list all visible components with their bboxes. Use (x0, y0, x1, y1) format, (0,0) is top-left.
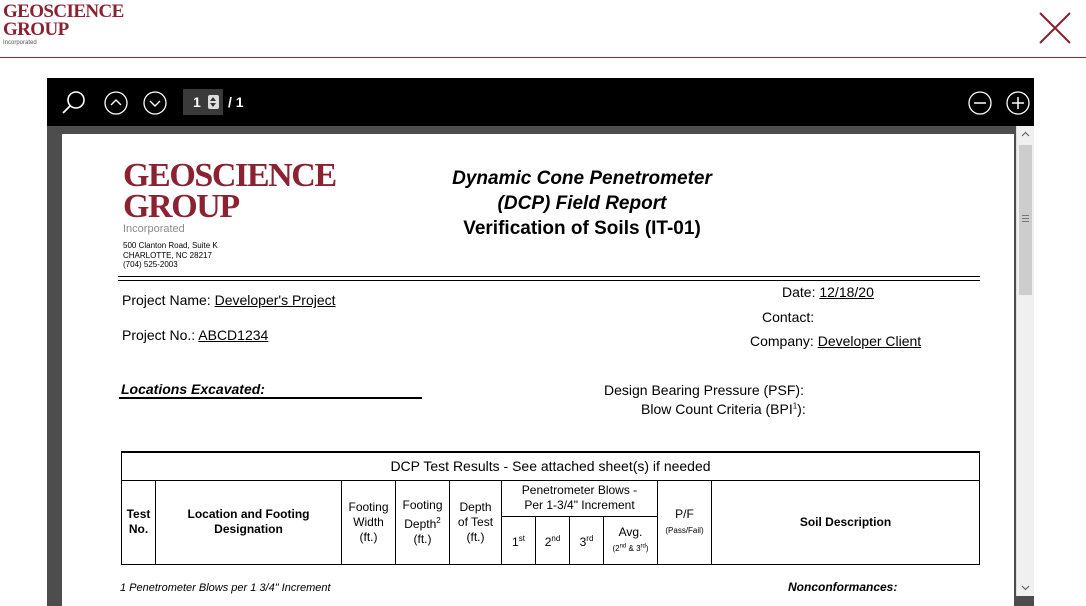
scrollbar-thumb[interactable] (1019, 145, 1032, 295)
chevron-down-icon (142, 90, 168, 116)
header-text: 1 (512, 534, 519, 549)
project-name-field (122, 292, 336, 308)
header-text: Penetrometer Blows - (521, 483, 638, 497)
header-text: P/F (675, 507, 694, 521)
header-text: (ft.) (466, 529, 485, 544)
footnote: 1 Penetrometer Blows per 1 3/4" Increment (120, 582, 331, 594)
header-text: Footing (348, 499, 389, 514)
search-button[interactable] (61, 90, 87, 116)
header-text: Test (126, 507, 151, 521)
app-logo-line1: GEOSCIENCE (3, 1, 124, 22)
zoom-in-icon (1005, 90, 1031, 116)
blow-count-sup: 1 (792, 401, 798, 411)
header-text: (ft.) (413, 531, 432, 546)
header-text: Designation (214, 522, 283, 536)
header-text: (Pass/Fail) (665, 526, 704, 535)
header-sup: nd (551, 533, 561, 543)
nonconformances-label: Nonconformances: (788, 580, 898, 594)
avg-note-part: ) (645, 544, 649, 553)
header-test-no (122, 480, 156, 564)
header-blow-1 (502, 516, 536, 564)
scroll-up-button[interactable] (1017, 126, 1034, 143)
close-button[interactable] (1036, 9, 1074, 47)
header-blow-avg (604, 516, 658, 564)
close-icon (1036, 9, 1074, 47)
zoom-out-icon (967, 90, 993, 116)
header-footing-width (342, 480, 396, 564)
document-page (62, 134, 1014, 606)
header-text: of Test (457, 514, 494, 529)
report-title-line1: Dynamic Cone Penetrometer (452, 168, 712, 189)
report-title (422, 166, 742, 241)
locations-underline (119, 397, 422, 399)
contact-field (762, 309, 814, 325)
report-title-line2: (DCP) Field Report (497, 193, 667, 214)
pdf-viewer (47, 78, 1034, 606)
grip-icon (1022, 215, 1029, 222)
company-value: Developer Client (817, 333, 922, 349)
header-text: Location and Footing (187, 507, 310, 521)
header-text: Width (353, 514, 384, 529)
header-text: Avg. (618, 525, 643, 539)
project-no-value: ABCD1234 (198, 327, 269, 343)
vertical-scrollbar[interactable] (1016, 126, 1034, 596)
next-page-button[interactable] (142, 90, 168, 116)
contact-label: Contact: (762, 309, 815, 325)
app-logo-line2: GROUP (3, 19, 69, 40)
header-text: (ft.) (359, 529, 378, 544)
scroll-up-icon (1017, 126, 1034, 143)
zoom-in-button[interactable] (1005, 90, 1031, 116)
address-line: (704) 525-2003 (123, 260, 178, 269)
report-title-line3: Verification of Soils (IT-01) (463, 218, 701, 239)
avg-note-part: (2 (612, 544, 620, 553)
blow-count-field (641, 401, 806, 417)
header-text: 2 (544, 534, 552, 549)
avg-note-sup: rd (640, 543, 646, 550)
document-logo-line3: Incorporated (123, 223, 185, 235)
company-address (123, 241, 218, 270)
header-divider (118, 276, 980, 277)
header-blow-2 (536, 516, 570, 564)
date-value: 12/18/20 (819, 284, 874, 300)
header-text: Per 1-3/4" Increment (524, 498, 635, 512)
header-text: 3 (579, 534, 587, 549)
company-field (750, 333, 921, 349)
app-header (0, 0, 1086, 58)
app-logo-line3: Incorporated (3, 40, 37, 46)
address-line: 500 Clanton Road, Suite K (123, 241, 218, 250)
project-no-label: Project No.: (122, 327, 196, 343)
zoom-out-button[interactable] (967, 90, 993, 116)
header-soil-description: Soil Description (712, 480, 980, 564)
header-sup: st (518, 533, 525, 543)
header-sup: rd (586, 533, 594, 543)
date-label: Date: (782, 284, 816, 300)
header-text: No. (128, 522, 149, 536)
document-area[interactable] (47, 126, 1016, 606)
app-logo (3, 3, 124, 47)
project-name-label: Project Name: (122, 292, 211, 308)
avg-note-sup: nd (619, 543, 627, 550)
document-logo (123, 159, 336, 236)
page-spinner-icon[interactable] (208, 95, 219, 109)
previous-page-button[interactable] (103, 90, 129, 116)
header-text: Depth (404, 516, 437, 531)
project-no-field (122, 327, 268, 343)
scroll-down-icon (1017, 579, 1034, 596)
table-caption: DCP Test Results - See attached sheet(s) if needed (122, 452, 980, 480)
header-pass-fail (658, 480, 712, 564)
company-label: Company: (750, 333, 814, 349)
header-location (156, 480, 342, 564)
header-text: Footing (402, 497, 443, 512)
header-penetrometer-blows (502, 480, 658, 516)
blow-count-label: Blow Count Criteria (BPI (641, 401, 793, 417)
scroll-down-button[interactable] (1017, 579, 1034, 596)
date-field (782, 284, 874, 300)
project-name-value: Developer's Project (214, 292, 336, 308)
document-logo-line1: GEOSCIENCE (123, 157, 336, 194)
design-bearing-label: Design Bearing Pressure (PSF): (604, 382, 804, 398)
chevron-up-icon (103, 90, 129, 116)
header-avg-note (612, 544, 648, 553)
header-blow-3 (570, 516, 604, 564)
locations-excavated-label: Locations Excavated: (121, 381, 265, 397)
viewer-toolbar (47, 78, 1034, 126)
page-total: / 1 (228, 94, 244, 110)
dcp-results-table (121, 451, 980, 565)
header-divider (118, 280, 980, 281)
header-text: Depth (459, 499, 492, 514)
header-depth-of-test (450, 480, 502, 564)
document-logo-line2: GROUP (123, 188, 239, 225)
header-sup: 2 (436, 515, 441, 525)
search-icon (61, 90, 87, 116)
blow-count-end: ): (797, 401, 806, 417)
address-line: CHARLOTTE, NC 28217 (123, 250, 212, 260)
header-footing-depth (396, 480, 450, 564)
avg-note-part: & 3 (626, 544, 641, 553)
